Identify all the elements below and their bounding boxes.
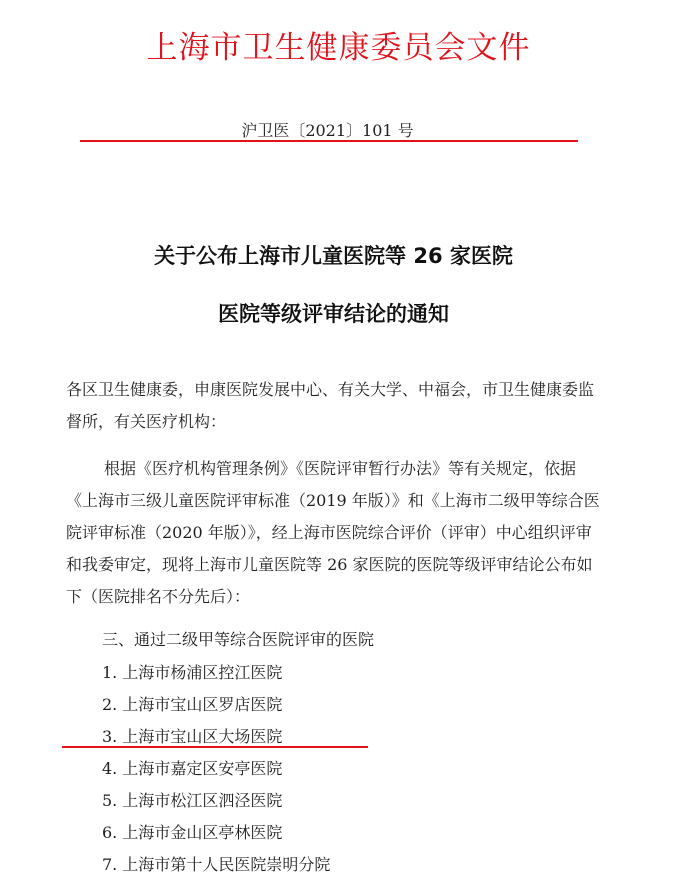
hospital-list-item: 3. 上海市宝山区大场医院 bbox=[102, 727, 283, 746]
hospital-list-item: 1. 上海市杨浦区控江医院 bbox=[102, 663, 283, 682]
notice-title-line-1: 关于公布上海市儿童医院等 26 家医院 bbox=[154, 244, 513, 268]
addressee-paragraph: 各区卫生健康委，申康医院发展中心、有关大学、中福会，市卫生健康委监督所，有关医疗机构： bbox=[66, 380, 595, 431]
hospital-list-item: 4. 上海市嘉定区安亭医院 bbox=[102, 759, 283, 778]
highlight-underline bbox=[62, 746, 368, 748]
hospital-list-item: 5. 上海市松江区泗泾医院 bbox=[102, 791, 283, 810]
main-paragraph: 根据《医疗机构管理条例》《医院评审暂行办法》等有关规定，依据《上海市三级儿童医院评审标准（2019 年版）》和《上海市二级甲等综合医院评审标准（2020 年版）》，经上海市医院综合评价（评审）中心组织评审和我委审定，现将上海市儿童医院等 26 家医院的医院等级评审结论公布如下（医院排名不分先后）： bbox=[66, 459, 600, 606]
hospital-list-item: 2. 上海市宝山区罗店医院 bbox=[102, 695, 283, 714]
header-red-divider bbox=[80, 140, 578, 142]
hospital-list-item: 7. 上海市第十人民医院崇明分院 bbox=[102, 855, 331, 874]
document-number: 沪卫医〔2021〕101 号 bbox=[241, 121, 414, 140]
hospital-list-item: 6. 上海市金山区亭林医院 bbox=[102, 823, 283, 842]
section-heading: 三、通过二级甲等综合医院评审的医院 bbox=[102, 630, 375, 649]
hospital-list bbox=[102, 657, 330, 881]
notice-title-line-2: 医院等级评审结论的通知 bbox=[218, 302, 449, 326]
agency-header-title: 上海市卫生健康委员会文件 bbox=[146, 30, 531, 66]
